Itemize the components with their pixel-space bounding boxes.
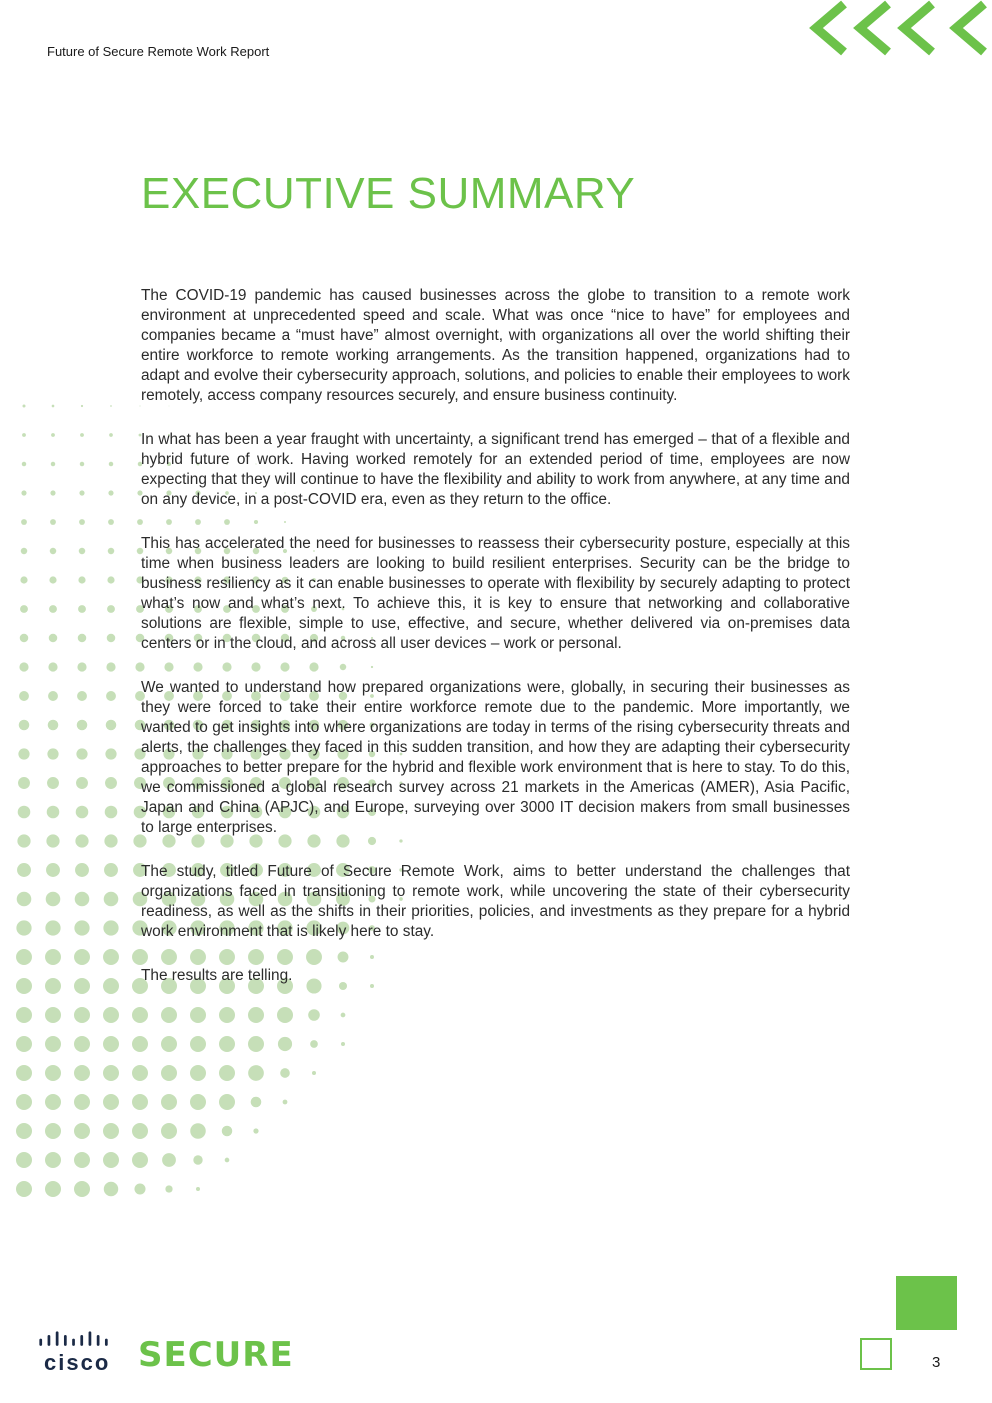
halftone-dot [132,1094,148,1110]
halftone-dot [48,720,59,731]
halftone-dot [16,920,31,935]
halftone-dot [20,605,28,613]
halftone-dot [75,863,89,877]
halftone-dot [190,1036,206,1052]
halftone-dot [21,519,27,525]
chevron-decoration-icon [806,0,992,58]
halftone-dot [106,662,115,671]
report-header-title: Future of Secure Remote Work Report [47,44,270,59]
halftone-dot [19,720,30,731]
cisco-bridge-icon [38,1330,120,1350]
halftone-dot [45,1007,61,1023]
halftone-dot [20,576,27,583]
halftone-dot [19,662,28,671]
page-title: EXECUTIVE SUMMARY [141,169,636,218]
halftone-dot [161,1036,177,1052]
halftone-dot [134,1183,145,1194]
halftone-dot [105,748,116,759]
halftone-dot [253,1128,258,1133]
halftone-dot [23,405,26,408]
halftone-dot [132,1065,148,1081]
halftone-dot [77,691,87,701]
halftone-dot [103,1036,119,1052]
halftone-dot [48,662,57,671]
cisco-wordmark: cisco [44,1350,111,1375]
halftone-dot [132,1152,148,1168]
halftone-dot [79,490,84,495]
outline-square-decoration [860,1338,892,1370]
halftone-dot [74,1007,90,1023]
halftone-dot [219,1036,235,1052]
halftone-dot [49,576,56,583]
halftone-dot [22,433,26,437]
halftone-dot [74,1094,90,1110]
paragraph: We wanted to understand how prepared organizations were, globally, in securing their businesses as they were forced to take their entire workforce remote due to the pandemic. More importantly, we wanted to get insights into where organizations are today in terms of the rising cybersecurity threats and alerts, the challenges they faced in this sudden transition, and how they are adapting their cybersecurity approaches to better prepare for the hybrid and flexible work environment that is here to stay. To do this, we commissioned a global research survey across 21 markets in the Americas (AMER), Asia Pacific, Japan and China (APJC), and Europe, surveying over 3000 IT decision makers from small businesses to large enterprises. [141,679,850,836]
halftone-dot [312,1071,316,1075]
halftone-dot [45,1152,61,1168]
halftone-dot [49,634,58,643]
halftone-dot [132,1036,148,1052]
halftone-dot [22,462,26,466]
halftone-dot [19,691,29,701]
halftone-dot [108,519,114,525]
halftone-dot [74,1065,90,1081]
halftone-dot [190,1065,206,1081]
halftone-dot [46,863,60,877]
halftone-dot [45,1181,61,1197]
halftone-dot [16,1007,32,1023]
halftone-dot [103,920,118,935]
halftone-dot [103,1152,119,1168]
halftone-dot [16,978,32,994]
halftone-dot [165,1185,172,1192]
halftone-dot [74,920,89,935]
halftone-dot [45,1065,61,1081]
green-square-decoration [896,1276,957,1330]
halftone-dot [283,1100,288,1105]
halftone-dot [104,892,119,907]
halftone-dot [77,662,86,671]
halftone-dot [107,634,116,643]
halftone-dot [48,691,58,701]
halftone-dot [18,748,29,759]
halftone-dot [105,777,117,789]
halftone-dot [110,405,112,407]
halftone-dot [17,863,31,877]
page-number: 3 [932,1354,941,1371]
paragraph: This has accelerated the need for businesses to reassess their cybersecurity posture, especially at this time when business leaders are looking to build resilient enterprises. Security can be the bridge to business resiliency as it can enable businesses to operate with flexibility by securely adapting to protect what’s now and what’s next. To achieve this, it is key to ensure that networking and collaborative solutions are flexible, simple to use, effective, and secure, whether delivered via on-premises data centers or in the cloud, and across all user devices – work or personal. [141,535,850,652]
body-text [141,286,850,1010]
halftone-dot [78,576,85,583]
paragraph: The study, titled Future of Secure Remote Work, aims to better understand the challenges that organizations faced in transitioning to remote work, while uncovering the state of their cybersecurity readiness, as well as the shifts in their priorities, policies, and investments as they prepare for a hybrid work environment that is likely here to stay. [141,863,850,940]
halftone-dot [74,1036,90,1052]
paragraph: The COVID-19 pandemic has caused businesses across the globe to transition to a remote work environment at unprecedented speed and scale. What was once “nice to have” for employees and companies became a “must have” almost overnight, with organizations all over the world shifting their entire workforce to remote working arrangements. As the transition happened, organizations had to adapt and evolve their cybersecurity approach, solutions, and policies to enable their employees to work remotely, access company resources securely, and ensure business continuity. [141,287,850,404]
halftone-dot [251,1097,262,1108]
halftone-dot [45,1036,61,1052]
halftone-dot [78,605,86,613]
halftone-dot [80,462,84,466]
halftone-dot [45,920,60,935]
halftone-dot [49,605,57,613]
halftone-dot [74,1152,90,1168]
halftone-dot [105,806,118,819]
halftone-dot [248,1036,264,1052]
halftone-dot [17,892,32,907]
halftone-dot [46,892,61,907]
halftone-dot [16,1152,32,1168]
halftone-dot [108,490,113,495]
halftone-dot [21,490,26,495]
halftone-dot [103,1094,119,1110]
halftone-dot [75,834,88,847]
halftone-dot [104,1182,118,1196]
halftone-dot [162,1153,176,1167]
halftone-dot [310,1040,318,1048]
halftone-dot [107,605,115,613]
halftone-dot [51,433,55,437]
halftone-dot [74,949,90,965]
halftone-dot [45,978,61,994]
halftone-dot [18,806,31,819]
halftone-dot [109,462,113,466]
halftone-dot [248,1065,264,1081]
halftone-dot [46,834,59,847]
halftone-dot [50,519,56,525]
halftone-dot [78,634,87,643]
halftone-dot [16,949,32,965]
halftone-dot [47,777,59,789]
halftone-dot [74,978,90,994]
halftone-dot [193,1155,202,1164]
halftone-dot [76,748,87,759]
halftone-dot [225,1158,230,1163]
halftone-dot [17,834,30,847]
halftone-dot [107,576,114,583]
halftone-dot [16,1094,32,1110]
halftone-dot [74,1123,90,1139]
halftone-dot [106,691,116,701]
halftone-dot [81,405,83,407]
halftone-dot [278,1037,292,1051]
halftone-dot [103,978,119,994]
halftone-dot [18,777,30,789]
halftone-dot [16,1036,32,1052]
halftone-dot [52,405,55,408]
halftone-dot [341,1042,345,1046]
halftone-dot [74,1181,90,1197]
halftone-dot [108,548,115,555]
halftone-dot [79,519,85,525]
halftone-dot [196,1187,200,1191]
halftone-dot [106,720,117,731]
halftone-dot [341,1013,346,1018]
halftone-dot [103,1065,119,1081]
halftone-dot [21,548,28,555]
halftone-dot [161,1065,177,1081]
halftone-dot [103,949,119,965]
halftone-dot [76,777,88,789]
halftone-dot [77,720,88,731]
halftone-dot [161,1123,177,1139]
halftone-dot [45,1123,61,1139]
halftone-dot [50,490,55,495]
halftone-dot [16,1181,32,1197]
secure-wordmark: SECURE [138,1335,294,1375]
halftone-dot [103,1123,119,1139]
halftone-dot [51,462,55,466]
halftone-dot [132,1123,148,1139]
halftone-dot [20,634,29,643]
halftone-dot [16,1065,32,1081]
halftone-dot [79,548,86,555]
halftone-dot [80,433,84,437]
halftone-dot [190,1123,206,1139]
halftone-dot [50,548,57,555]
halftone-dot [104,863,118,877]
halftone-dot [109,433,113,437]
halftone-dot [222,1126,233,1137]
halftone-dot [76,806,89,819]
paragraph: In what has been a year fraught with uncertainty, a significant trend has emerged – that of a flexible and hybrid future of work. Having worked remotely for an extended period of time, employees are now expecting that they will continue to have the flexibility and ability to work from anywhere, at any time and on any device, in a post-COVID era, even as they return to the office. [141,431,850,508]
paragraph: The results are telling. [141,967,293,984]
halftone-dot [47,806,60,819]
halftone-dot [75,892,90,907]
halftone-dot [219,1094,235,1110]
halftone-dot [219,1065,235,1081]
halftone-dot [190,1094,206,1110]
halftone-dot [16,1123,32,1139]
halftone-dot [308,1009,320,1021]
halftone-dot [45,949,61,965]
halftone-dot [280,1068,290,1078]
halftone-dot [104,834,117,847]
halftone-dot [45,1094,61,1110]
halftone-dot [161,1094,177,1110]
halftone-dot [47,748,58,759]
halftone-dot [103,1007,119,1023]
